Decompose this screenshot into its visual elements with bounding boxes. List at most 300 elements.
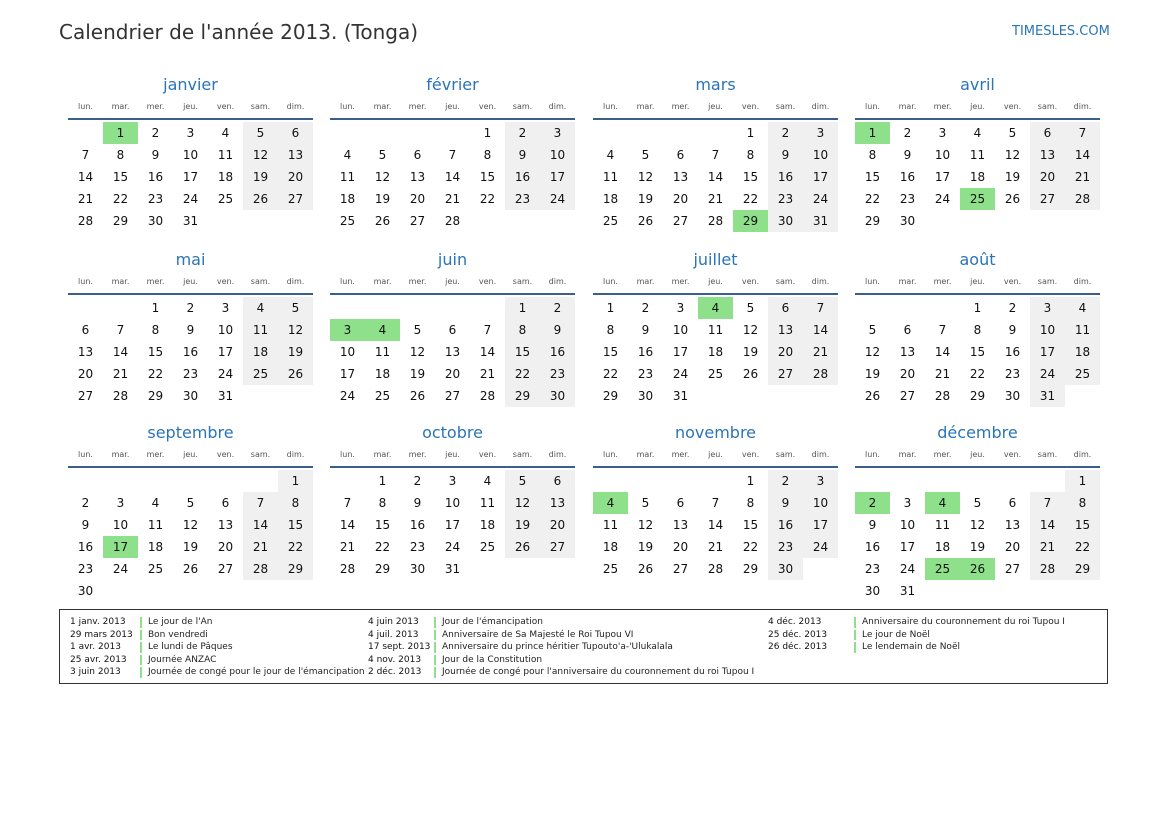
day-cell[interactable]: 16 [899, 170, 916, 184]
day-cell[interactable]: 27 [287, 192, 304, 206]
day-cell[interactable]: 16 [147, 170, 164, 184]
day-cell[interactable]: 9 [151, 148, 160, 162]
day-cell[interactable]: 25 [217, 192, 234, 206]
day-cell[interactable]: 22 [864, 192, 881, 206]
day-cell[interactable]: 27 [672, 562, 689, 576]
day-cell[interactable]: 14 [707, 170, 724, 184]
day-cell[interactable]: 6 [291, 126, 300, 140]
day-cell[interactable]: 28 [339, 562, 356, 576]
day-cell[interactable]: 17 [672, 345, 689, 359]
day-cell[interactable]: 15 [1074, 518, 1091, 532]
day-cell[interactable]: 17 [1039, 345, 1056, 359]
day-cell[interactable]: 23 [182, 367, 199, 381]
day-cell[interactable]: 26 [182, 562, 199, 576]
holiday-day-cell[interactable]: 4 [925, 492, 960, 514]
day-cell[interactable]: 29 [374, 562, 391, 576]
day-cell[interactable]: 21 [707, 192, 724, 206]
day-cell[interactable]: 25 [374, 389, 391, 403]
day-cell[interactable]: 17 [339, 367, 356, 381]
day-cell[interactable]: 27 [899, 389, 916, 403]
day-cell[interactable]: 3 [676, 301, 685, 315]
day-cell[interactable]: 17 [899, 540, 916, 554]
day-cell[interactable]: 12 [1004, 148, 1021, 162]
day-cell[interactable]: 18 [707, 345, 724, 359]
day-cell[interactable]: 27 [777, 367, 794, 381]
day-cell[interactable]: 13 [549, 496, 566, 510]
day-cell[interactable]: 3 [938, 126, 947, 140]
day-cell[interactable]: 22 [147, 367, 164, 381]
day-cell[interactable]: 2 [553, 301, 562, 315]
day-cell[interactable]: 6 [781, 301, 790, 315]
day-cell[interactable]: 29 [112, 214, 129, 228]
day-cell[interactable]: 7 [483, 323, 492, 337]
day-cell[interactable]: 15 [479, 170, 496, 184]
day-cell[interactable]: 16 [549, 345, 566, 359]
day-cell[interactable]: 29 [147, 389, 164, 403]
day-cell[interactable]: 7 [448, 148, 457, 162]
day-cell[interactable]: 7 [1078, 126, 1087, 140]
day-cell[interactable]: 8 [973, 323, 982, 337]
day-cell[interactable]: 12 [969, 518, 986, 532]
day-cell[interactable]: 18 [217, 170, 234, 184]
day-cell[interactable]: 24 [339, 389, 356, 403]
day-cell[interactable]: 21 [252, 540, 269, 554]
day-cell[interactable]: 18 [934, 540, 951, 554]
day-cell[interactable]: 19 [514, 518, 531, 532]
day-cell[interactable]: 17 [549, 170, 566, 184]
day-cell[interactable]: 24 [549, 192, 566, 206]
day-cell[interactable]: 4 [221, 126, 230, 140]
day-cell[interactable]: 29 [514, 389, 531, 403]
day-cell[interactable]: 20 [444, 367, 461, 381]
day-cell[interactable]: 20 [899, 367, 916, 381]
day-cell[interactable]: 21 [339, 540, 356, 554]
day-cell[interactable]: 16 [409, 518, 426, 532]
day-cell[interactable]: 19 [374, 192, 391, 206]
day-cell[interactable]: 15 [742, 518, 759, 532]
day-cell[interactable]: 14 [112, 345, 129, 359]
day-cell[interactable]: 19 [864, 367, 881, 381]
day-cell[interactable]: 5 [413, 323, 422, 337]
day-cell[interactable]: 7 [81, 148, 90, 162]
day-cell[interactable]: 3 [816, 474, 825, 488]
day-cell[interactable]: 18 [252, 345, 269, 359]
day-cell[interactable]: 30 [777, 562, 794, 576]
day-cell[interactable]: 15 [287, 518, 304, 532]
day-cell[interactable]: 12 [409, 345, 426, 359]
day-cell[interactable]: 19 [409, 367, 426, 381]
day-cell[interactable]: 24 [1039, 367, 1056, 381]
day-cell[interactable]: 15 [112, 170, 129, 184]
day-cell[interactable]: 21 [1074, 170, 1091, 184]
day-cell[interactable]: 24 [182, 192, 199, 206]
day-cell[interactable]: 7 [816, 301, 825, 315]
day-cell[interactable]: 15 [864, 170, 881, 184]
day-cell[interactable]: 26 [1004, 192, 1021, 206]
day-cell[interactable]: 12 [514, 496, 531, 510]
day-cell[interactable]: 16 [1004, 345, 1021, 359]
day-cell[interactable]: 14 [1039, 518, 1056, 532]
day-cell[interactable]: 4 [256, 301, 265, 315]
day-cell[interactable]: 18 [1074, 345, 1091, 359]
day-cell[interactable]: 7 [256, 496, 265, 510]
day-cell[interactable]: 9 [81, 518, 90, 532]
day-cell[interactable]: 27 [1039, 192, 1056, 206]
day-cell[interactable]: 26 [637, 562, 654, 576]
day-cell[interactable]: 8 [746, 496, 755, 510]
day-cell[interactable]: 13 [777, 323, 794, 337]
day-cell[interactable]: 2 [151, 126, 160, 140]
day-cell[interactable]: 10 [672, 323, 689, 337]
day-cell[interactable]: 10 [444, 496, 461, 510]
day-cell[interactable]: 9 [781, 148, 790, 162]
day-cell[interactable]: 30 [409, 562, 426, 576]
day-cell[interactable]: 16 [182, 345, 199, 359]
day-cell[interactable]: 1 [606, 301, 615, 315]
day-cell[interactable]: 26 [514, 540, 531, 554]
day-cell[interactable]: 16 [637, 345, 654, 359]
day-cell[interactable]: 4 [973, 126, 982, 140]
day-cell[interactable]: 9 [781, 496, 790, 510]
day-cell[interactable]: 8 [746, 148, 755, 162]
day-cell[interactable]: 28 [707, 562, 724, 576]
day-cell[interactable]: 17 [217, 345, 234, 359]
day-cell[interactable]: 22 [602, 367, 619, 381]
holiday-day-cell[interactable]: 2 [855, 492, 890, 514]
day-cell[interactable]: 8 [116, 148, 125, 162]
day-cell[interactable]: 19 [287, 345, 304, 359]
day-cell[interactable]: 16 [777, 518, 794, 532]
day-cell[interactable]: 23 [637, 367, 654, 381]
day-cell[interactable]: 21 [812, 345, 829, 359]
day-cell[interactable]: 17 [934, 170, 951, 184]
day-cell[interactable]: 28 [812, 367, 829, 381]
day-cell[interactable]: 13 [672, 518, 689, 532]
day-cell[interactable]: 6 [676, 496, 685, 510]
day-cell[interactable]: 26 [864, 389, 881, 403]
day-cell[interactable]: 24 [672, 367, 689, 381]
day-cell[interactable]: 14 [1074, 148, 1091, 162]
day-cell[interactable]: 10 [1039, 323, 1056, 337]
day-cell[interactable]: 29 [864, 214, 881, 228]
day-cell[interactable]: 19 [1004, 170, 1021, 184]
day-cell[interactable]: 28 [1074, 192, 1091, 206]
day-cell[interactable]: 1 [1078, 474, 1087, 488]
day-cell[interactable]: 5 [746, 301, 755, 315]
day-cell[interactable]: 31 [182, 214, 199, 228]
day-cell[interactable]: 19 [637, 540, 654, 554]
day-cell[interactable]: 20 [549, 518, 566, 532]
day-cell[interactable]: 14 [339, 518, 356, 532]
day-cell[interactable]: 12 [252, 148, 269, 162]
day-cell[interactable]: 23 [864, 562, 881, 576]
day-cell[interactable]: 1 [746, 126, 755, 140]
day-cell[interactable]: 13 [409, 170, 426, 184]
day-cell[interactable]: 22 [742, 540, 759, 554]
day-cell[interactable]: 11 [602, 170, 619, 184]
day-cell[interactable]: 3 [816, 126, 825, 140]
day-cell[interactable]: 24 [444, 540, 461, 554]
day-cell[interactable]: 12 [864, 345, 881, 359]
day-cell[interactable]: 10 [812, 496, 829, 510]
day-cell[interactable]: 10 [549, 148, 566, 162]
day-cell[interactable]: 16 [514, 170, 531, 184]
day-cell[interactable]: 10 [112, 518, 129, 532]
day-cell[interactable]: 7 [343, 496, 352, 510]
day-cell[interactable]: 25 [602, 562, 619, 576]
day-cell[interactable]: 30 [77, 584, 94, 598]
day-cell[interactable]: 22 [514, 367, 531, 381]
day-cell[interactable]: 30 [1004, 389, 1021, 403]
day-cell[interactable]: 20 [77, 367, 94, 381]
day-cell[interactable]: 20 [777, 345, 794, 359]
day-cell[interactable]: 3 [903, 496, 912, 510]
day-cell[interactable]: 15 [742, 170, 759, 184]
day-cell[interactable]: 16 [77, 540, 94, 554]
holiday-day-cell[interactable]: 1 [103, 122, 138, 144]
day-cell[interactable]: 5 [641, 148, 650, 162]
day-cell[interactable]: 4 [606, 148, 615, 162]
day-cell[interactable]: 3 [221, 301, 230, 315]
day-cell[interactable]: 11 [252, 323, 269, 337]
holiday-day-cell[interactable]: 25 [960, 188, 995, 210]
day-cell[interactable]: 28 [934, 389, 951, 403]
day-cell[interactable]: 24 [934, 192, 951, 206]
day-cell[interactable]: 23 [549, 367, 566, 381]
holiday-day-cell[interactable]: 4 [593, 492, 628, 514]
day-cell[interactable]: 6 [903, 323, 912, 337]
day-cell[interactable]: 2 [1008, 301, 1017, 315]
day-cell[interactable]: 19 [742, 345, 759, 359]
day-cell[interactable]: 2 [903, 126, 912, 140]
day-cell[interactable]: 5 [1008, 126, 1017, 140]
day-cell[interactable]: 23 [777, 540, 794, 554]
day-cell[interactable]: 28 [444, 214, 461, 228]
day-cell[interactable]: 16 [864, 540, 881, 554]
day-cell[interactable]: 18 [602, 192, 619, 206]
day-cell[interactable]: 26 [252, 192, 269, 206]
day-cell[interactable]: 25 [479, 540, 496, 554]
day-cell[interactable]: 29 [742, 562, 759, 576]
holiday-day-cell[interactable]: 1 [855, 122, 890, 144]
day-cell[interactable]: 25 [147, 562, 164, 576]
day-cell[interactable]: 2 [781, 126, 790, 140]
day-cell[interactable]: 4 [151, 496, 160, 510]
day-cell[interactable]: 27 [217, 562, 234, 576]
day-cell[interactable]: 28 [707, 214, 724, 228]
day-cell[interactable]: 21 [934, 367, 951, 381]
day-cell[interactable]: 30 [899, 214, 916, 228]
day-cell[interactable]: 27 [444, 389, 461, 403]
day-cell[interactable]: 5 [868, 323, 877, 337]
day-cell[interactable]: 12 [637, 170, 654, 184]
day-cell[interactable]: 24 [217, 367, 234, 381]
holiday-day-cell[interactable]: 3 [330, 319, 365, 341]
day-cell[interactable]: 6 [1008, 496, 1017, 510]
day-cell[interactable]: 28 [479, 389, 496, 403]
day-cell[interactable]: 21 [112, 367, 129, 381]
day-cell[interactable]: 24 [899, 562, 916, 576]
day-cell[interactable]: 2 [781, 474, 790, 488]
day-cell[interactable]: 10 [899, 518, 916, 532]
day-cell[interactable]: 6 [221, 496, 230, 510]
day-cell[interactable]: 18 [602, 540, 619, 554]
day-cell[interactable]: 20 [672, 192, 689, 206]
day-cell[interactable]: 31 [444, 562, 461, 576]
day-cell[interactable]: 18 [479, 518, 496, 532]
day-cell[interactable]: 14 [444, 170, 461, 184]
day-cell[interactable]: 18 [147, 540, 164, 554]
day-cell[interactable]: 23 [77, 562, 94, 576]
day-cell[interactable]: 6 [676, 148, 685, 162]
day-cell[interactable]: 1 [746, 474, 755, 488]
day-cell[interactable]: 26 [287, 367, 304, 381]
day-cell[interactable]: 9 [553, 323, 562, 337]
day-cell[interactable]: 29 [1074, 562, 1091, 576]
day-cell[interactable]: 13 [672, 170, 689, 184]
day-cell[interactable]: 21 [707, 540, 724, 554]
day-cell[interactable]: 22 [479, 192, 496, 206]
day-cell[interactable]: 24 [812, 540, 829, 554]
day-cell[interactable]: 10 [339, 345, 356, 359]
day-cell[interactable]: 23 [777, 192, 794, 206]
day-cell[interactable]: 15 [514, 345, 531, 359]
day-cell[interactable]: 11 [217, 148, 234, 162]
day-cell[interactable]: 1 [291, 474, 300, 488]
day-cell[interactable]: 25 [339, 214, 356, 228]
holiday-day-cell[interactable]: 17 [103, 536, 138, 558]
day-cell[interactable]: 25 [707, 367, 724, 381]
day-cell[interactable]: 2 [413, 474, 422, 488]
day-cell[interactable]: 22 [969, 367, 986, 381]
day-cell[interactable]: 21 [1039, 540, 1056, 554]
day-cell[interactable]: 3 [448, 474, 457, 488]
day-cell[interactable]: 17 [444, 518, 461, 532]
holiday-day-cell[interactable]: 26 [960, 558, 995, 580]
day-cell[interactable]: 8 [518, 323, 527, 337]
day-cell[interactable]: 25 [252, 367, 269, 381]
day-cell[interactable]: 14 [77, 170, 94, 184]
day-cell[interactable]: 5 [641, 496, 650, 510]
day-cell[interactable]: 21 [77, 192, 94, 206]
day-cell[interactable]: 1 [483, 126, 492, 140]
day-cell[interactable]: 5 [378, 148, 387, 162]
day-cell[interactable]: 17 [812, 170, 829, 184]
day-cell[interactable]: 8 [868, 148, 877, 162]
day-cell[interactable]: 30 [182, 389, 199, 403]
day-cell[interactable]: 7 [1043, 496, 1052, 510]
day-cell[interactable]: 13 [77, 345, 94, 359]
day-cell[interactable]: 11 [934, 518, 951, 532]
day-cell[interactable]: 26 [637, 214, 654, 228]
day-cell[interactable]: 7 [711, 148, 720, 162]
day-cell[interactable]: 4 [343, 148, 352, 162]
day-cell[interactable]: 9 [1008, 323, 1017, 337]
day-cell[interactable]: 4 [483, 474, 492, 488]
day-cell[interactable]: 27 [77, 389, 94, 403]
day-cell[interactable]: 20 [287, 170, 304, 184]
day-cell[interactable]: 4 [1078, 301, 1087, 315]
brand-link[interactable]: TIMESLES.COM [1012, 24, 1110, 39]
day-cell[interactable]: 2 [186, 301, 195, 315]
day-cell[interactable]: 28 [252, 562, 269, 576]
day-cell[interactable]: 29 [969, 389, 986, 403]
day-cell[interactable]: 8 [378, 496, 387, 510]
day-cell[interactable]: 5 [973, 496, 982, 510]
day-cell[interactable]: 19 [252, 170, 269, 184]
day-cell[interactable]: 21 [479, 367, 496, 381]
day-cell[interactable]: 12 [287, 323, 304, 337]
day-cell[interactable]: 9 [903, 148, 912, 162]
day-cell[interactable]: 31 [672, 389, 689, 403]
day-cell[interactable]: 21 [444, 192, 461, 206]
day-cell[interactable]: 10 [217, 323, 234, 337]
day-cell[interactable]: 12 [374, 170, 391, 184]
day-cell[interactable]: 28 [77, 214, 94, 228]
day-cell[interactable]: 13 [287, 148, 304, 162]
day-cell[interactable]: 2 [641, 301, 650, 315]
day-cell[interactable]: 6 [81, 323, 90, 337]
day-cell[interactable]: 13 [899, 345, 916, 359]
day-cell[interactable]: 12 [637, 518, 654, 532]
day-cell[interactable]: 15 [602, 345, 619, 359]
day-cell[interactable]: 8 [1078, 496, 1087, 510]
day-cell[interactable]: 27 [672, 214, 689, 228]
day-cell[interactable]: 8 [151, 323, 160, 337]
day-cell[interactable]: 27 [549, 540, 566, 554]
day-cell[interactable]: 8 [606, 323, 615, 337]
day-cell[interactable]: 20 [217, 540, 234, 554]
day-cell[interactable]: 7 [938, 323, 947, 337]
day-cell[interactable]: 19 [637, 192, 654, 206]
day-cell[interactable]: 23 [899, 192, 916, 206]
day-cell[interactable]: 6 [553, 474, 562, 488]
day-cell[interactable]: 6 [413, 148, 422, 162]
day-cell[interactable]: 29 [287, 562, 304, 576]
day-cell[interactable]: 26 [742, 367, 759, 381]
day-cell[interactable]: 11 [602, 518, 619, 532]
day-cell[interactable]: 28 [112, 389, 129, 403]
day-cell[interactable]: 9 [413, 496, 422, 510]
day-cell[interactable]: 14 [934, 345, 951, 359]
day-cell[interactable]: 27 [409, 214, 426, 228]
day-cell[interactable]: 27 [1004, 562, 1021, 576]
day-cell[interactable]: 14 [707, 518, 724, 532]
day-cell[interactable]: 7 [711, 496, 720, 510]
day-cell[interactable]: 1 [151, 301, 160, 315]
day-cell[interactable]: 16 [777, 170, 794, 184]
day-cell[interactable]: 13 [1004, 518, 1021, 532]
holiday-day-cell[interactable]: 29 [733, 210, 768, 232]
day-cell[interactable]: 13 [217, 518, 234, 532]
day-cell[interactable]: 11 [707, 323, 724, 337]
day-cell[interactable]: 18 [339, 192, 356, 206]
day-cell[interactable]: 31 [812, 214, 829, 228]
day-cell[interactable]: 22 [374, 540, 391, 554]
day-cell[interactable]: 22 [742, 192, 759, 206]
day-cell[interactable]: 8 [291, 496, 300, 510]
day-cell[interactable]: 11 [374, 345, 391, 359]
day-cell[interactable]: 3 [116, 496, 125, 510]
day-cell[interactable]: 20 [1039, 170, 1056, 184]
day-cell[interactable]: 23 [409, 540, 426, 554]
day-cell[interactable]: 22 [1074, 540, 1091, 554]
day-cell[interactable]: 30 [637, 389, 654, 403]
day-cell[interactable]: 9 [641, 323, 650, 337]
day-cell[interactable]: 19 [969, 540, 986, 554]
day-cell[interactable]: 15 [969, 345, 986, 359]
holiday-day-cell[interactable]: 4 [365, 319, 400, 341]
